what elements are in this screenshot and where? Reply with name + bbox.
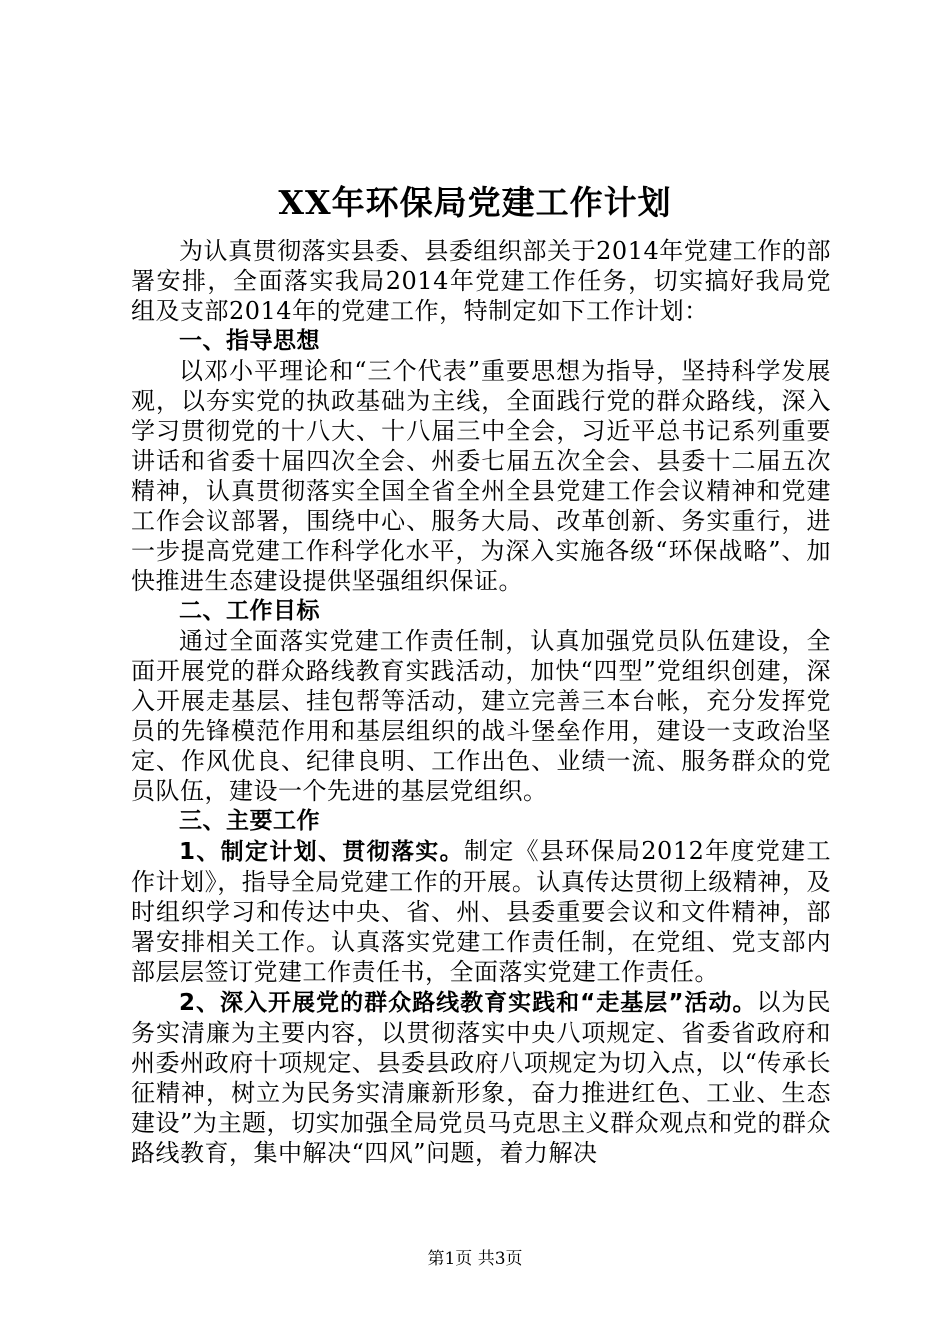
main-work-item-1	[131, 836, 831, 987]
document-body	[131, 236, 831, 1168]
section-paragraph-work-goals: 通过全面落实党建工作责任制，认真加强党员队伍建设，全面开展党的群众路线教育实践活动，加快“四型”党组织创建，深入开展走基层、挂包帮等活动，建立完善三本台帐，充分发挥党员的先锋模范作用和基层组织的战斗堡垒作用，建设一支政治坚定、作风优良、纪律良明、工作出色、业绩一流、服务群众的党员队伍，建设一个先进的基层党组织。	[131, 627, 831, 805]
section-heading-work-goals: 二、工作目标	[179, 598, 320, 624]
main-work-item-2	[131, 987, 831, 1168]
page-footer: 第1页 共3页	[427, 1249, 523, 1269]
section-paragraph-guiding-thought: 以邓小平理论和“三个代表”重要思想为指导，坚持科学发展观，以夯实党的执政基础为主线，全面践行党的群众路线，深入学习贯彻党的十八大、十八届三中全会，习近平总书记系列重要讲话和省委十届四次全会、州委七届五次全会、县委十二届五次精神，认真贯彻落实全国全省全州全县党建工作会议精神和党建工作会议部署，围绕中心、服务大局、改革创新、务实重行，进一步提高党建工作科学化水平，为深入实施各级“环保战略”、加快推进生态建设提供坚强组织保证。	[131, 357, 831, 595]
section-heading-guiding-thought: 一、指导思想	[179, 328, 320, 354]
document-title: XX年环保局党建工作计划	[278, 183, 672, 222]
item-2-text: 以为民务实清廉为主要内容，以贯彻落实中央八项规定、省委省政府和州委州政府十项规定、县委县政府八项规定为切入点，以“传承长征精神，树立为民务实清廉新形象，奋力推进红色、工业、生态建设”为主题，切实加强全局党员马克思主义群众观点和党的群众路线教育，集中解决“四风”问题，着力解决	[131, 988, 831, 1167]
intro-paragraph: 为认真贯彻落实县委、县委组织部关于2014年党建工作的部署安排，全面落实我局2014年党建工作任务，切实搞好我局党组及支部2014年的党建工作，特制定如下工作计划：	[131, 237, 831, 325]
item-1-text: 制定《县环保局2012年度党建工作计划》，指导全局党建工作的开展。认真传达贯彻上级精神，及时组织学习和传达中央、省、州、县委重要会议和文件精神，部署安排相关工作。认真落实党建工作责任制，在党组、党支部内部层层签订党建工作责任书，全面落实党建工作责任。	[131, 837, 831, 986]
item-1-lead: 1、制定计划、贯彻落实。	[179, 839, 464, 865]
section-heading-main-work: 三、主要工作	[179, 808, 320, 834]
item-2-lead: 2、深入开展党的群众路线教育实践和“走基层”活动。	[179, 990, 757, 1016]
